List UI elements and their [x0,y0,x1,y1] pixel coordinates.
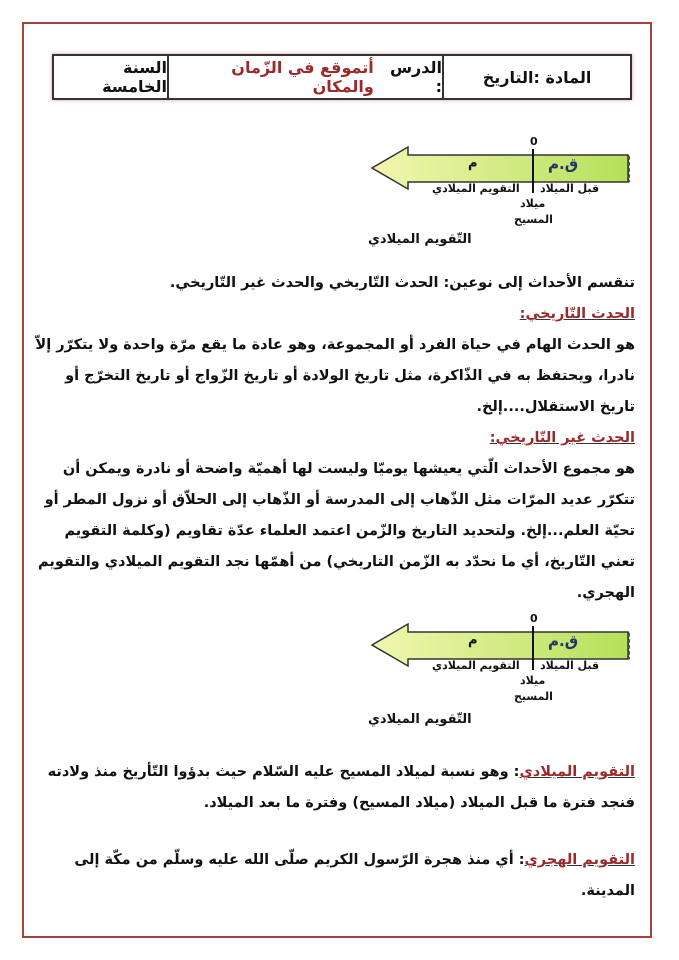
bc-short-label: ق.م [548,632,579,650]
historical-event-text: هو الحدث الهام في حياة الفرد أو المجموعة، وهو عادة ما يقع مرّة واحدة ولا يتكرّر إلاّ نادرا، ويحتفظ به في الذّاكرة، مثل تاريخ الولادة أو تاريخ الزّواج أو تاريخ التخرّج أو تاريخ الاستقلال....إلخ. [35,337,635,415]
timeline-caption: التّقويم الميلادي [368,232,472,247]
grade-cell: السنة الخامسة [102,58,167,96]
timeline-diagram-2 [360,612,640,727]
non-historical-event-text: هو مجموع الأحداث الّتي يعيشها يوميّا وليست لها أهميّة واضحة أو نادرة ويمكن أن تتكرّر عديد المرّات مثل الذّهاب إلى المدرسة أو الذّهاب إلى الحلاّق أو نزول المطر أو تحيّة العلم...إلخ. ولتحديد التاريخ والزّمن اعتمد العلماء عدّة تقاويم (وكلمة التقويم تعني التّاريخ، أي ما نحدّد به الزّمن التاريخي) من أهمّها نجد التقويم الميلادي والتقويم الهجري. [38,461,635,601]
lesson-title: أتموقع في الزّمان والمكان [231,58,374,96]
ad-label: التقويم الميلادي [432,182,520,195]
birth-label-2: المسيح [514,690,553,703]
birth-label-2: المسيح [514,213,553,226]
birth-label-1: ميلاد [520,674,546,687]
timeline-caption-2: التّقويم الميلادي [368,712,472,727]
ad-short-label: م [468,633,478,648]
birth-label-1: ميلاد [520,197,546,210]
hijri-text: : أي منذ هجرة الرّسول الكريم صلّى الله عليه وسلّم من مكّة إلى المدينة. [74,852,635,899]
heading-gregorian: التقويم الميلادي [519,764,635,780]
intro-text: تنقسم الأحداث إلى نوعين: الحدث التّاريخي والحدث غير التّاريخي. [169,275,635,291]
lesson-label: الدرس : [389,58,442,96]
bc-label: قبل الميلاد [540,659,600,672]
zero-label: 0 [530,135,538,148]
heading-historical-event: الحدث التّاريخي: [519,306,635,322]
zero-label: 0 [530,612,538,625]
hijri-paragraph [35,845,635,907]
body-section-1 [35,268,635,609]
heading-hijri: التقويم الهجري [524,852,635,868]
gregorian-paragraph [35,757,635,819]
bc-short-label: ق.م [548,155,579,173]
header-table [52,54,632,100]
lesson-cell [167,56,442,98]
gregorian-text: : وهو نسبة لميلاد المسيح عليه السّلام حيث بدؤوا التّأريخ منذ ولادته فنجد فترة ما قبل الميلاد (ميلاد المسيح) وفترة ما بعد الميلاد. [47,764,635,811]
body-section-2 [35,757,635,907]
heading-non-historical-event: الحدث غير التّاريخي: [489,430,635,446]
subject-cell: المادة :التاريخ [442,56,630,98]
ad-label: التقويم الميلادي [432,659,520,672]
bc-label: قبل الميلاد [540,182,600,195]
ad-short-label: م [468,156,478,171]
